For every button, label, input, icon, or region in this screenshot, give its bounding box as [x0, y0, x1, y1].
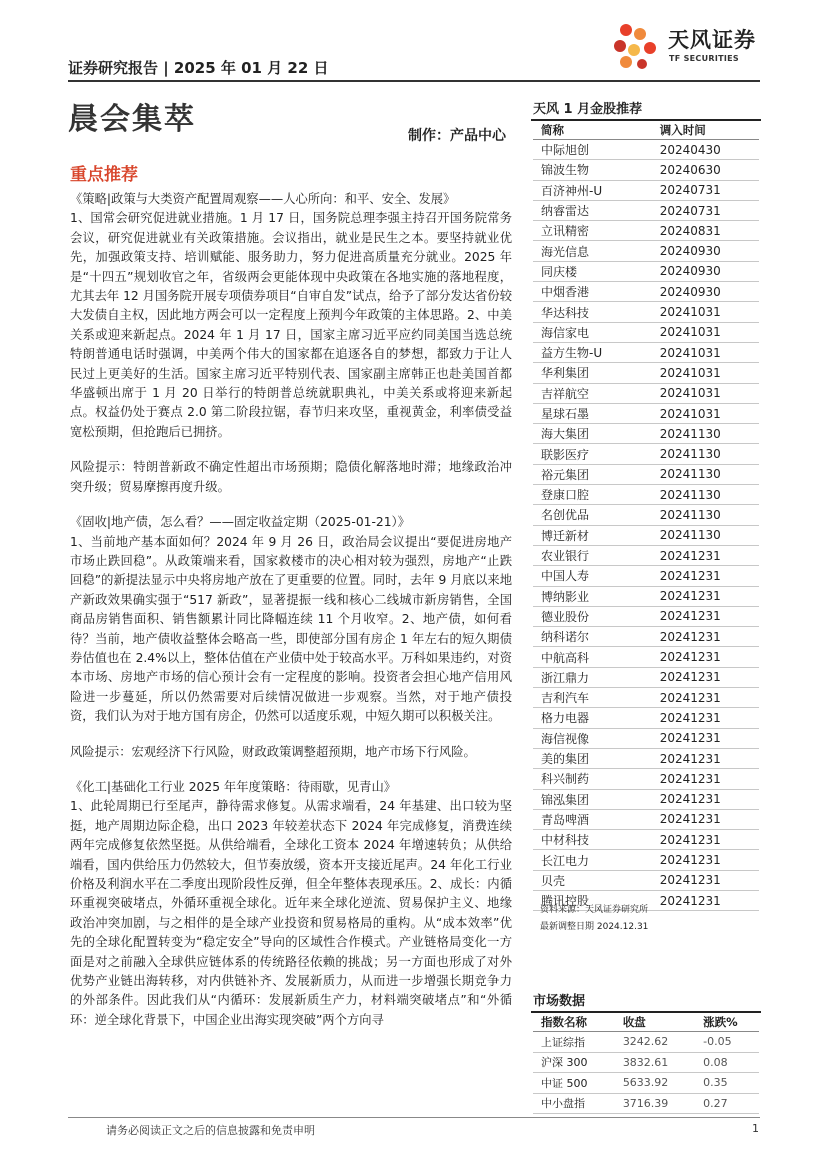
header-rule — [68, 80, 760, 82]
added-date: 20240930 — [632, 282, 759, 302]
logo-text-en: TF SECURITIES — [669, 54, 739, 63]
table-row — [533, 769, 759, 789]
stock-name: 百济神州-U — [533, 180, 632, 200]
added-date: 20240930 — [632, 241, 759, 261]
added-date: 20241031 — [632, 403, 759, 423]
table-row — [533, 748, 759, 768]
stock-name: 锦波生物 — [533, 160, 632, 180]
added-date: 20240430 — [632, 140, 759, 160]
table-row — [533, 424, 759, 444]
logo-text-cn: 天风证券 — [668, 28, 756, 52]
change-percent: 0.08 — [695, 1052, 759, 1073]
stock-name: 青岛啤酒 — [533, 809, 632, 829]
logo-mark-icon — [612, 20, 664, 70]
table-row — [533, 160, 759, 180]
stock-name: 吉祥航空 — [533, 383, 632, 403]
close-value: 3242.62 — [615, 1032, 695, 1053]
table-row — [533, 688, 759, 708]
article-risk: 风险提示：特朗普新政不确定性超出市场预期；隐债化解落地时滞；地缘政治冲突升级；贸易摩擦再度升级。 — [70, 460, 512, 494]
article-risk: 风险提示：宏观经济下行风险，财政政策调整超预期，地产市场下行风险。 — [70, 744, 476, 759]
added-date: 20241231 — [632, 667, 759, 687]
stock-name: 中航高科 — [533, 647, 632, 667]
table-row — [533, 606, 759, 626]
stock-name: 纳睿雷达 — [533, 200, 632, 220]
table-row — [533, 1032, 759, 1053]
stock-name: 长江电力 — [533, 850, 632, 870]
added-date: 20241231 — [632, 890, 759, 910]
index-name: 上证综指 — [533, 1032, 615, 1053]
stock-name: 中际旭创 — [533, 140, 632, 160]
added-date: 20241231 — [632, 769, 759, 789]
stock-name: 腾讯控股 — [533, 890, 632, 910]
table-row — [533, 505, 759, 525]
added-date: 20241130 — [632, 505, 759, 525]
added-date: 20241231 — [632, 789, 759, 809]
table-row — [533, 302, 759, 322]
stock-name: 海信视像 — [533, 728, 632, 748]
table-row — [533, 140, 759, 160]
stock-name: 益方生物-U — [533, 342, 632, 362]
added-date: 20241130 — [632, 444, 759, 464]
author-line: 制作：产品中心 — [408, 128, 506, 144]
added-date: 20241231 — [632, 830, 759, 850]
stock-name: 吉利汽车 — [533, 688, 632, 708]
update-date: 最新调整日期 2024.12.31 — [540, 922, 649, 932]
article-heading: 《化工|基础化工行业 2025 年年度策略：待雨歇，见青山》 — [70, 779, 397, 794]
added-date: 20240731 — [632, 180, 759, 200]
added-date: 20241231 — [632, 627, 759, 647]
section-heading: 重点推荐 — [70, 165, 138, 185]
added-date: 20241031 — [632, 383, 759, 403]
added-date: 20241031 — [632, 322, 759, 342]
source-text: 资料来源：天风证券研究所 — [540, 905, 649, 915]
page-number: 1 — [752, 1122, 759, 1135]
table-row — [533, 180, 759, 200]
index-name: 中小盘指 — [533, 1093, 615, 1114]
stock-name: 纳科诺尔 — [533, 627, 632, 647]
stock-name: 登康口腔 — [533, 485, 632, 505]
article-body: 1、此轮周期已行至尾声，静待需求修复。从需求端看，24 年基建、出口较为坚挺，地产周期边际企稳，出口 2023 年较差状态下 2024 年完成修复，消费连续两年完成修复依然坚挺。从供给端看，全球化工资本 2024 年增速转负；从供给端看，国内供给压力仍然较大，但节奏放缓，资本开支接近尾声。24 年化工行业价格及利润水平在二季度出现阶段性反弹，但全年整体表现承压。2、成长：内循环重视突破堵点，外循环重视全球化。近年来全球化逆流、贸易保护主义、地缘政治冲突加剧，与之相伴的是全球产业投资和贸易格局的重构。从“成本效率”优先的全球化配置转变为“稳定安全”导向的区域性合作模式。产业链格局变化一方面是对之前融入全球供应链体系的传统路径依赖的挑战；另一方面也形成了对外优势产业链出海转移，对内供链补齐、发展新质力，从而进一步增强长期竞争力的外部条件。因此我们从“内循环：发展新质生产力，材料端突破堵点”和“外循环：逆全球化背景下，中国企业出海实现突破”两个方向寻 — [70, 799, 512, 1027]
market-data-title: 市场数据 — [531, 990, 761, 1013]
stock-name: 锦泓集团 — [533, 789, 632, 809]
added-date: 20241231 — [632, 586, 759, 606]
stock-name: 裕元集团 — [533, 464, 632, 484]
table-row — [533, 221, 759, 241]
table-row — [533, 403, 759, 423]
stock-name: 德业股份 — [533, 606, 632, 626]
change-percent: 0.35 — [695, 1073, 759, 1094]
article-heading: 《策略|政策与大类资产配置周观察——人心所向：和平、安全、发展》 — [70, 192, 456, 206]
table-row — [533, 728, 759, 748]
stock-name: 中国人寿 — [533, 566, 632, 586]
close-value: 3716.39 — [615, 1093, 695, 1114]
table-row — [533, 383, 759, 403]
added-date: 20241130 — [632, 485, 759, 505]
table-row — [533, 1052, 759, 1073]
page-title: 晨会集萃 — [68, 102, 196, 137]
added-date: 20241231 — [632, 708, 759, 728]
added-date: 20241231 — [632, 566, 759, 586]
article-body: 1、国常会研究促进就业措施。1 月 17 日，国务院总理李强主持召开国务院常务会议，研究促进就业有关政策措施。会议指出，就业是民生之本。要坚持就业优先，加强政策支持、培训赋能、服务助力，努力促进高质量充分就业。2025 年是“十四五”规划收官之年，省级两会更能体现中央政策在各地实施的落地程度，尤其去年 12 月国务院开展专项债券项目“自审自发”试点，给予了部分发达省份较大发债自主权，因此地方两会可以一定程度上预判今年政策的主体思路。2、中美关系或迎来新起点。2024 年 1 月 17 日，国家主席习近平应约同美国当选总统特朗普通电话时强调，中美两个伟大的国家都在追逐各自的梦想，都致力于让人民过上更美好的生活。国家主席习近平特别代表、国家副主席韩正也赴美国首都华盛顿出席于 1 月 20 日举行的特朗普总统就职典礼，中美关系或将迎来新起点。权益仍处于赛点 2.0 第二阶段拉锯，春节归来攻坚，重视黄金，利率债受益宽松预期，但抢跑后已拥挤。 — [70, 211, 513, 439]
stock-name: 贝壳 — [533, 870, 632, 890]
close-value: 3832.61 — [615, 1052, 695, 1073]
table-row — [533, 241, 759, 261]
stock-name: 科兴制药 — [533, 769, 632, 789]
added-date: 20240930 — [632, 261, 759, 281]
table-row — [533, 586, 759, 606]
article-heading: 《固收|地产债，怎么看？——固定收益定期（2025-01-21）》 — [70, 515, 410, 530]
added-date: 20241031 — [632, 302, 759, 322]
change-percent: 0.27 — [695, 1093, 759, 1114]
table-row — [533, 1073, 759, 1094]
table-row — [533, 282, 759, 302]
table-row — [533, 261, 759, 281]
column-header-date: 调入时间 — [632, 121, 759, 140]
market-data-panel — [531, 990, 761, 1114]
added-date: 20241231 — [632, 748, 759, 768]
added-date: 20241231 — [632, 870, 759, 890]
added-date: 20241231 — [632, 809, 759, 829]
added-date: 20241231 — [632, 606, 759, 626]
added-date: 20241231 — [632, 688, 759, 708]
table-row — [533, 627, 759, 647]
column-header-name: 简称 — [533, 121, 632, 140]
added-date: 20240831 — [632, 221, 759, 241]
stock-name: 联影医疗 — [533, 444, 632, 464]
table-row — [533, 850, 759, 870]
index-name: 中证 500 — [533, 1073, 615, 1094]
table-row — [533, 870, 759, 890]
stock-name: 博纳影业 — [533, 586, 632, 606]
stock-picks-table — [533, 121, 759, 911]
added-date: 20241130 — [632, 525, 759, 545]
added-date: 20240731 — [632, 200, 759, 220]
footer-rule — [68, 1117, 760, 1118]
added-date: 20241231 — [632, 647, 759, 667]
stock-name: 同庆楼 — [533, 261, 632, 281]
column-header-close: 收盘 — [615, 1013, 695, 1032]
report-date-line: 证券研究报告 | 2025 年 01 月 22 日 — [68, 59, 329, 77]
tf-securities-logo — [612, 20, 762, 70]
market-data-table — [533, 1013, 759, 1114]
table-row — [533, 708, 759, 728]
stock-name: 美的集团 — [533, 748, 632, 768]
change-percent: -0.05 — [695, 1032, 759, 1053]
disclaimer: 请务必阅读正文之后的信息披露和免责申明 — [106, 1124, 315, 1137]
stock-name: 浙江鼎力 — [533, 667, 632, 687]
stock-name: 海大集团 — [533, 424, 632, 444]
stock-name: 名创优品 — [533, 505, 632, 525]
column-header-index: 指数名称 — [533, 1013, 615, 1032]
table-row — [533, 789, 759, 809]
table-row — [533, 322, 759, 342]
table-row — [533, 363, 759, 383]
table-row — [533, 200, 759, 220]
added-date: 20241130 — [632, 424, 759, 444]
stock-name: 中材科技 — [533, 830, 632, 850]
article-column — [70, 190, 512, 1030]
stock-picks-panel — [531, 98, 761, 911]
index-name: 沪深 300 — [533, 1052, 615, 1073]
added-date: 20241130 — [632, 464, 759, 484]
stock-picks-title: 天风 1 月金股推荐 — [531, 98, 761, 121]
stock-name: 中烟香港 — [533, 282, 632, 302]
stock-name: 博迁新材 — [533, 525, 632, 545]
added-date: 20241031 — [632, 342, 759, 362]
stock-name: 华达科技 — [533, 302, 632, 322]
table-row — [533, 464, 759, 484]
stock-name: 格力电器 — [533, 708, 632, 728]
table-row — [533, 342, 759, 362]
source-note — [540, 902, 648, 936]
added-date: 20241231 — [632, 850, 759, 870]
added-date: 20241231 — [632, 545, 759, 565]
table-row — [533, 830, 759, 850]
stock-name: 立讯精密 — [533, 221, 632, 241]
added-date: 20241231 — [632, 728, 759, 748]
article-body: 1、当前地产基本面如何？2024 年 9 月 26 日，政治局会议提出“要促进房地产市场止跌回稳”。从政策端来看，国家救楼市的决心相对较为强烈，房地产“止跌回稳”的新提法显示中央将房地产放在了更重要的位置。同时，去年 9 月底以来地产新政效果确实强于“517 新政”，显著提振一线和核心二线城市新房销售，全国商品房销售面积、销售额累计同比降幅连续 11 个月收窄。2、地产债，如何看待？当前，地产债收益整体会略高一些，即使部分国有房企 1 年左右的短久期债券估值也在 2.4%以上，整体估值在产业债中处于较高水平。万科如果违约，对资本市场、房地产市场的信心预计会有一定程度的影响。投资者会担心地产信用风险进一步蔓延，所以仍然需要对后续情况做进一步观察。当然，对于地产债投资，我们认为对于地方国有房企，仍然可以适度乐观，中短久期可以积极关注。 — [70, 534, 512, 724]
stock-name: 华利集团 — [533, 363, 632, 383]
column-header-change: 涨跌% — [695, 1013, 759, 1032]
table-row — [533, 566, 759, 586]
stock-name: 海光信息 — [533, 241, 632, 261]
stock-name: 海信家电 — [533, 322, 632, 342]
table-row — [533, 525, 759, 545]
table-row — [533, 1093, 759, 1114]
stock-name: 星球石墨 — [533, 403, 632, 423]
table-row — [533, 485, 759, 505]
table-row — [533, 444, 759, 464]
table-row — [533, 647, 759, 667]
added-date: 20240630 — [632, 160, 759, 180]
close-value: 5633.92 — [615, 1073, 695, 1094]
table-row — [533, 667, 759, 687]
stock-name: 农业银行 — [533, 545, 632, 565]
added-date: 20241031 — [632, 363, 759, 383]
table-row — [533, 809, 759, 829]
table-row — [533, 545, 759, 565]
